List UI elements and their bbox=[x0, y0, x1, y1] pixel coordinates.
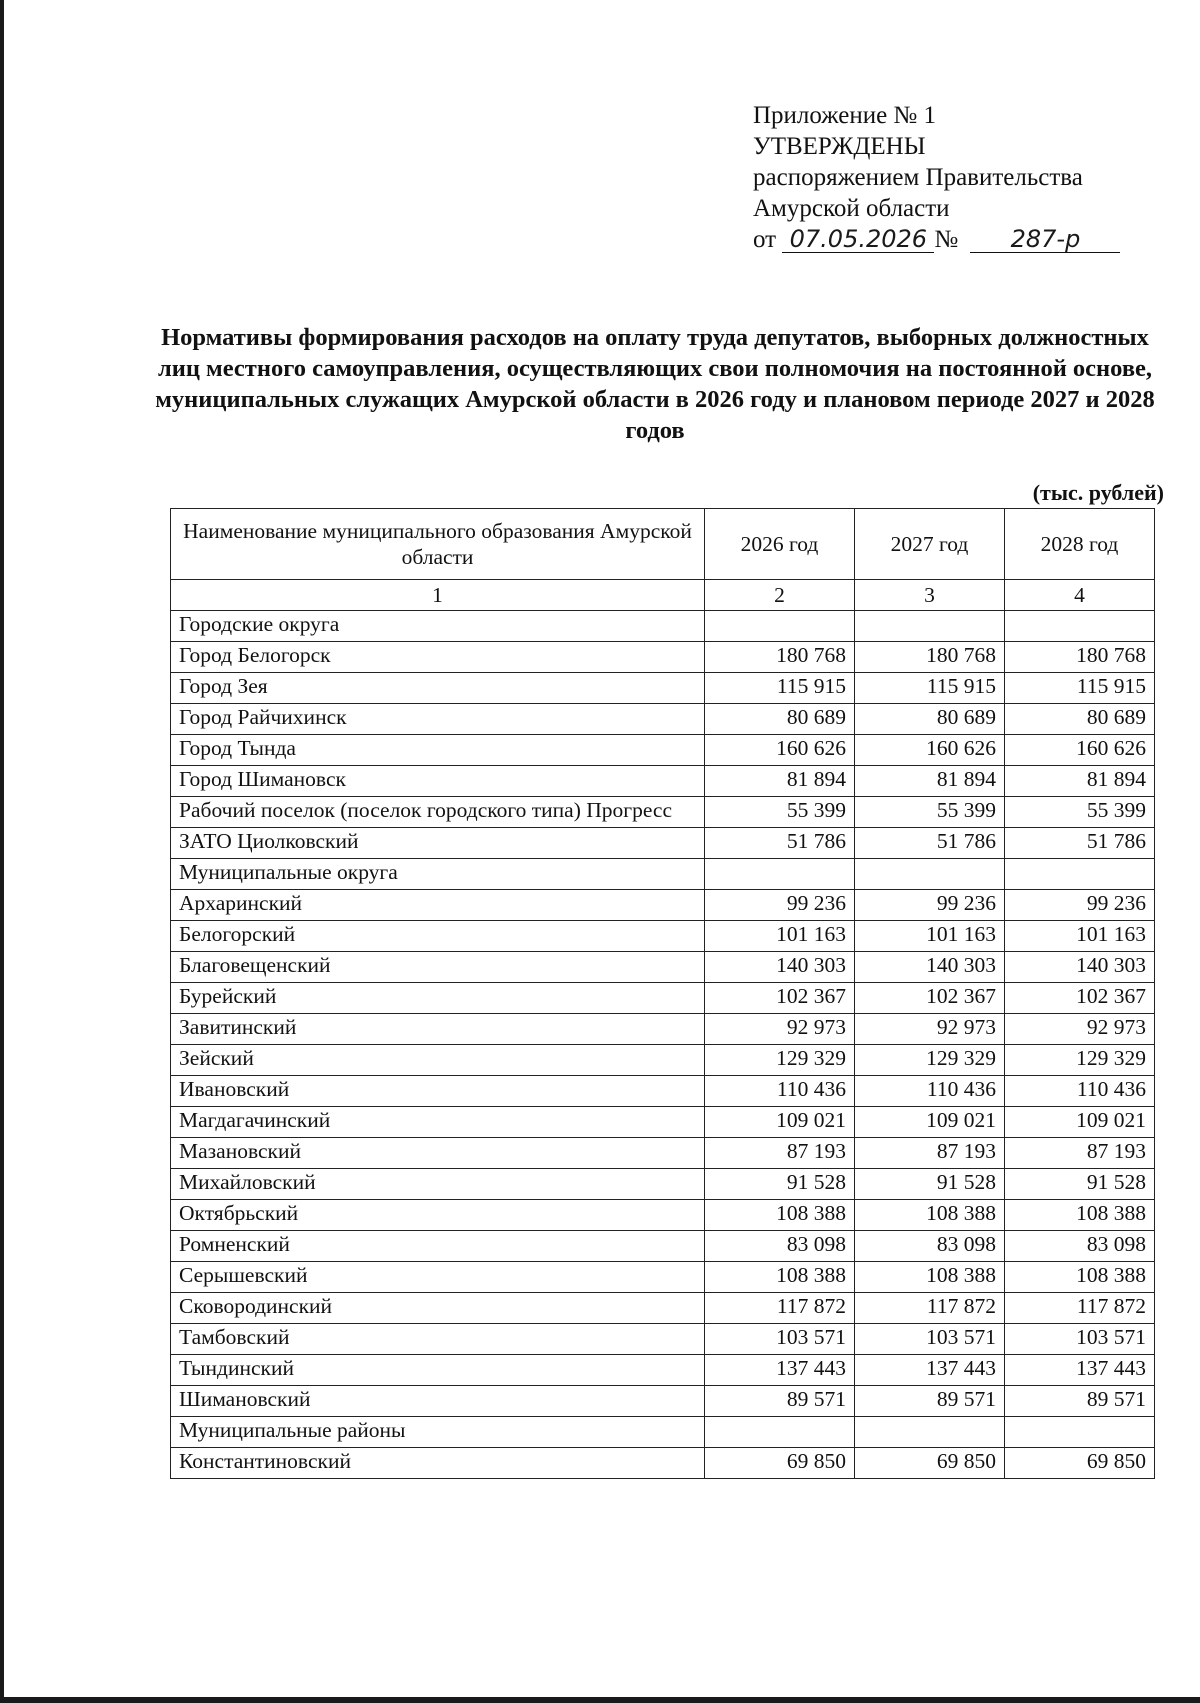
column-number-row bbox=[171, 580, 1155, 611]
table-row bbox=[171, 1355, 1155, 1386]
municipality-name: Константиновский bbox=[171, 1448, 705, 1479]
value-2026: 81 894 bbox=[705, 766, 855, 797]
value-2027: 83 098 bbox=[855, 1231, 1005, 1262]
header-2028: 2028 год bbox=[1005, 509, 1155, 580]
value-2028: 102 367 bbox=[1005, 983, 1155, 1014]
municipality-name: Завитинский bbox=[171, 1014, 705, 1045]
table-row bbox=[171, 1107, 1155, 1138]
value-2026: 160 626 bbox=[705, 735, 855, 766]
value-2027: 81 894 bbox=[855, 766, 1005, 797]
municipality-name: Октябрьский bbox=[171, 1200, 705, 1231]
table-row bbox=[171, 1324, 1155, 1355]
value-2026: 117 872 bbox=[705, 1293, 855, 1324]
municipality-name: Муниципальные округа bbox=[171, 859, 705, 890]
value-2027: 108 388 bbox=[855, 1200, 1005, 1231]
table-header-row bbox=[171, 509, 1155, 580]
value-2027: 99 236 bbox=[855, 890, 1005, 921]
value-2027: 115 915 bbox=[855, 673, 1005, 704]
value-2027: 102 367 bbox=[855, 983, 1005, 1014]
scan-edge-bottom bbox=[0, 1697, 1200, 1703]
value-2026: 83 098 bbox=[705, 1231, 855, 1262]
table-row bbox=[171, 1231, 1155, 1262]
value-2026: 55 399 bbox=[705, 797, 855, 828]
scan-edge-left bbox=[0, 0, 4, 1703]
value-2026 bbox=[705, 859, 855, 890]
municipality-name: Город Шимановск bbox=[171, 766, 705, 797]
value-2027: 103 571 bbox=[855, 1324, 1005, 1355]
table-row bbox=[171, 735, 1155, 766]
municipality-name: Тындинский bbox=[171, 1355, 705, 1386]
value-2028: 115 915 bbox=[1005, 673, 1155, 704]
value-2026: 101 163 bbox=[705, 921, 855, 952]
value-2028: 117 872 bbox=[1005, 1293, 1155, 1324]
municipality-name: Город Тында bbox=[171, 735, 705, 766]
table-row bbox=[171, 983, 1155, 1014]
municipality-name: Белогорский bbox=[171, 921, 705, 952]
value-2026: 91 528 bbox=[705, 1169, 855, 1200]
value-2027: 51 786 bbox=[855, 828, 1005, 859]
table-row bbox=[171, 1138, 1155, 1169]
value-2028: 55 399 bbox=[1005, 797, 1155, 828]
approval-block bbox=[753, 100, 1120, 255]
value-2026: 103 571 bbox=[705, 1324, 855, 1355]
value-2028: 83 098 bbox=[1005, 1231, 1155, 1262]
municipality-name: Тамбовский bbox=[171, 1324, 705, 1355]
municipality-name: Ромненский bbox=[171, 1231, 705, 1262]
municipality-name: Город Зея bbox=[171, 673, 705, 704]
value-2028: 160 626 bbox=[1005, 735, 1155, 766]
value-2028: 92 973 bbox=[1005, 1014, 1155, 1045]
municipality-name: ЗАТО Циолковский bbox=[171, 828, 705, 859]
value-2028: 109 021 bbox=[1005, 1107, 1155, 1138]
value-2028 bbox=[1005, 1417, 1155, 1448]
table-row bbox=[171, 1262, 1155, 1293]
table-row bbox=[171, 1386, 1155, 1417]
value-2027: 101 163 bbox=[855, 921, 1005, 952]
municipality-name: Городские округа bbox=[171, 611, 705, 642]
municipality-name: Благовещенский bbox=[171, 952, 705, 983]
value-2027 bbox=[855, 611, 1005, 642]
value-2027: 87 193 bbox=[855, 1138, 1005, 1169]
value-2028: 69 850 bbox=[1005, 1448, 1155, 1479]
value-2028: 91 528 bbox=[1005, 1169, 1155, 1200]
value-2026: 108 388 bbox=[705, 1200, 855, 1231]
column-number: 3 bbox=[855, 580, 1005, 611]
municipality-name: Город Белогорск bbox=[171, 642, 705, 673]
value-2028: 99 236 bbox=[1005, 890, 1155, 921]
value-2028: 87 193 bbox=[1005, 1138, 1155, 1169]
handwritten-date: 07.05.2026 bbox=[782, 226, 934, 253]
value-2026: 109 021 bbox=[705, 1107, 855, 1138]
column-number: 4 bbox=[1005, 580, 1155, 611]
value-2027 bbox=[855, 859, 1005, 890]
table-row bbox=[171, 828, 1155, 859]
value-2027: 140 303 bbox=[855, 952, 1005, 983]
table-row bbox=[171, 766, 1155, 797]
units-label: (тыс. рублей) bbox=[1032, 480, 1164, 505]
table-row bbox=[171, 797, 1155, 828]
table-row bbox=[171, 890, 1155, 921]
value-2027: 180 768 bbox=[855, 642, 1005, 673]
column-number: 2 bbox=[705, 580, 855, 611]
value-2027: 137 443 bbox=[855, 1355, 1005, 1386]
approved-by: распоряжением Правительства bbox=[753, 164, 1083, 191]
handwritten-number: 287-р bbox=[970, 226, 1120, 253]
municipality-name: Серышевский bbox=[171, 1262, 705, 1293]
value-2027: 108 388 bbox=[855, 1262, 1005, 1293]
municipality-name: Город Райчихинск bbox=[171, 704, 705, 735]
value-2026: 69 850 bbox=[705, 1448, 855, 1479]
value-2026: 99 236 bbox=[705, 890, 855, 921]
value-2028: 110 436 bbox=[1005, 1076, 1155, 1107]
value-2027: 55 399 bbox=[855, 797, 1005, 828]
table-row bbox=[171, 1200, 1155, 1231]
value-2028 bbox=[1005, 611, 1155, 642]
value-2026: 115 915 bbox=[705, 673, 855, 704]
table-row bbox=[171, 1417, 1155, 1448]
column-number: 1 bbox=[171, 580, 705, 611]
table-row bbox=[171, 859, 1155, 890]
header-2027: 2027 год bbox=[855, 509, 1005, 580]
table-row bbox=[171, 1076, 1155, 1107]
value-2027: 129 329 bbox=[855, 1045, 1005, 1076]
value-2027: 117 872 bbox=[855, 1293, 1005, 1324]
value-2028 bbox=[1005, 859, 1155, 890]
municipality-name: Муниципальные районы bbox=[171, 1417, 705, 1448]
value-2028: 81 894 bbox=[1005, 766, 1155, 797]
value-2028: 180 768 bbox=[1005, 642, 1155, 673]
number-label: № bbox=[934, 226, 959, 253]
table-row bbox=[171, 704, 1155, 735]
value-2027: 69 850 bbox=[855, 1448, 1005, 1479]
document-title: Нормативы формирования расходов на оплату труда депутатов, выборных должностных лиц местного самоуправления, осуществляющих свои полномочия на постоянной основе, муниципальных служащих Амурской области в 2026 году и плановом периоде 2027 и 2028 годов bbox=[155, 324, 1155, 444]
value-2027: 109 021 bbox=[855, 1107, 1005, 1138]
municipality-name: Бурейский bbox=[171, 983, 705, 1014]
value-2026: 140 303 bbox=[705, 952, 855, 983]
value-2026: 110 436 bbox=[705, 1076, 855, 1107]
value-2028: 89 571 bbox=[1005, 1386, 1155, 1417]
table-row bbox=[171, 952, 1155, 983]
value-2028: 101 163 bbox=[1005, 921, 1155, 952]
value-2027: 89 571 bbox=[855, 1386, 1005, 1417]
municipality-name: Сковородинский bbox=[171, 1293, 705, 1324]
value-2028: 108 388 bbox=[1005, 1200, 1155, 1231]
appendix-label: Приложение № 1 bbox=[753, 102, 937, 129]
table-row bbox=[171, 673, 1155, 704]
value-2027 bbox=[855, 1417, 1005, 1448]
value-2026: 92 973 bbox=[705, 1014, 855, 1045]
value-2027: 92 973 bbox=[855, 1014, 1005, 1045]
value-2027: 110 436 bbox=[855, 1076, 1005, 1107]
table-row bbox=[171, 1448, 1155, 1479]
municipality-name: Архаринский bbox=[171, 890, 705, 921]
municipality-name: Шимановский bbox=[171, 1386, 705, 1417]
value-2028: 80 689 bbox=[1005, 704, 1155, 735]
value-2026: 180 768 bbox=[705, 642, 855, 673]
value-2026: 102 367 bbox=[705, 983, 855, 1014]
value-2028: 137 443 bbox=[1005, 1355, 1155, 1386]
municipality-name: Михайловский bbox=[171, 1169, 705, 1200]
value-2026: 80 689 bbox=[705, 704, 855, 735]
value-2026: 129 329 bbox=[705, 1045, 855, 1076]
value-2026: 137 443 bbox=[705, 1355, 855, 1386]
municipality-name: Магдагачинский bbox=[171, 1107, 705, 1138]
municipality-name: Рабочий поселок (поселок городского типа) Прогресс bbox=[171, 797, 705, 828]
table-row bbox=[171, 921, 1155, 952]
table-row bbox=[171, 611, 1155, 642]
table-row bbox=[171, 1045, 1155, 1076]
table-row bbox=[171, 1293, 1155, 1324]
value-2026: 108 388 bbox=[705, 1262, 855, 1293]
header-2026: 2026 год bbox=[705, 509, 855, 580]
table-row bbox=[171, 1169, 1155, 1200]
value-2027: 91 528 bbox=[855, 1169, 1005, 1200]
municipality-name: Мазановский bbox=[171, 1138, 705, 1169]
header-name: Наименование муниципального образования Амурской области bbox=[171, 509, 705, 580]
approval-date-line bbox=[753, 224, 1120, 255]
region-name: Амурской области bbox=[753, 195, 950, 222]
date-prefix: от bbox=[753, 226, 777, 253]
municipality-name: Ивановский bbox=[171, 1076, 705, 1107]
table-row bbox=[171, 1014, 1155, 1045]
municipality-name: Зейский bbox=[171, 1045, 705, 1076]
value-2028: 140 303 bbox=[1005, 952, 1155, 983]
value-2028: 129 329 bbox=[1005, 1045, 1155, 1076]
value-2028: 51 786 bbox=[1005, 828, 1155, 859]
approved-label: УТВЕРЖДЕНЫ bbox=[753, 133, 926, 160]
value-2026 bbox=[705, 611, 855, 642]
value-2026: 51 786 bbox=[705, 828, 855, 859]
value-2027: 80 689 bbox=[855, 704, 1005, 735]
table-body bbox=[171, 611, 1155, 1479]
value-2026 bbox=[705, 1417, 855, 1448]
value-2028: 103 571 bbox=[1005, 1324, 1155, 1355]
norms-table bbox=[170, 508, 1155, 1479]
value-2027: 160 626 bbox=[855, 735, 1005, 766]
value-2028: 108 388 bbox=[1005, 1262, 1155, 1293]
value-2026: 87 193 bbox=[705, 1138, 855, 1169]
value-2026: 89 571 bbox=[705, 1386, 855, 1417]
table-row bbox=[171, 642, 1155, 673]
